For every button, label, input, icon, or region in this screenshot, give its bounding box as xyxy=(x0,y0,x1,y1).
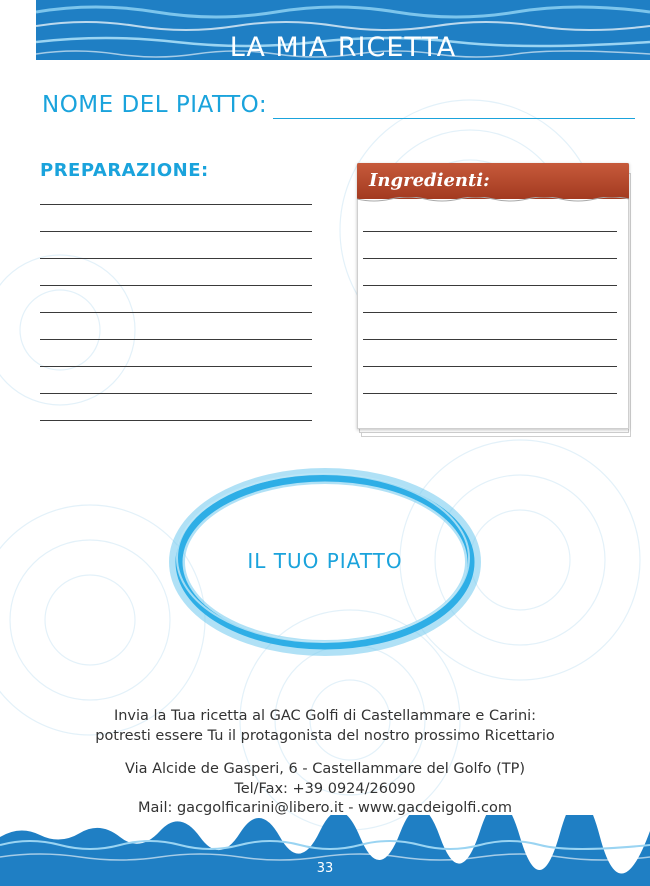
ingredient-write-line xyxy=(363,339,617,340)
page-number: 33 xyxy=(316,861,334,876)
ingredients-card xyxy=(357,163,629,435)
preparation-write-line xyxy=(40,204,312,205)
ingredients-title: Ingredienti: xyxy=(369,170,490,191)
phone-line: Tel/Fax: +39 0924/26090 xyxy=(234,781,416,797)
preparation-write-line xyxy=(40,393,312,394)
preparation-write-line xyxy=(40,366,312,367)
invite-line-2: potresti essere Tu il protagonista del nostro prossimo Ricettario xyxy=(95,728,555,744)
preparation-write-line xyxy=(40,312,312,313)
dish-name-label: NOME DEL PIATTO: xyxy=(42,92,268,118)
ingredient-write-line xyxy=(363,285,617,286)
card-torn-edge xyxy=(357,197,629,205)
page-title: LA MIA RICETTA xyxy=(229,32,457,63)
address-line: Via Alcide de Gasperi, 6 - Castellammare del Golfo (TP) xyxy=(124,761,526,777)
ingredient-write-line xyxy=(363,393,617,394)
preparation-write-line xyxy=(40,258,312,259)
preparation-write-line xyxy=(40,285,312,286)
invite-line-1: Invia la Tua ricetta al GAC Golfi di Castellammare e Carini: xyxy=(113,708,537,724)
ingredients-header xyxy=(357,163,629,199)
contacts-line: Mail: gacgolficarini@libero.it - www.gacdeigolfi.com xyxy=(138,800,512,816)
preparation-write-line xyxy=(40,420,312,421)
preparation-write-line xyxy=(40,339,312,340)
dish-name-write-line xyxy=(273,118,635,119)
preparation-label: PREPARAZIONE: xyxy=(40,160,209,181)
plate-label: IL TUO PIATTO xyxy=(247,549,403,573)
ingredient-write-line xyxy=(363,258,617,259)
ingredient-write-line xyxy=(363,231,617,232)
ingredient-write-line xyxy=(363,366,617,367)
ingredient-write-line xyxy=(363,312,617,313)
preparation-write-line xyxy=(40,231,312,232)
